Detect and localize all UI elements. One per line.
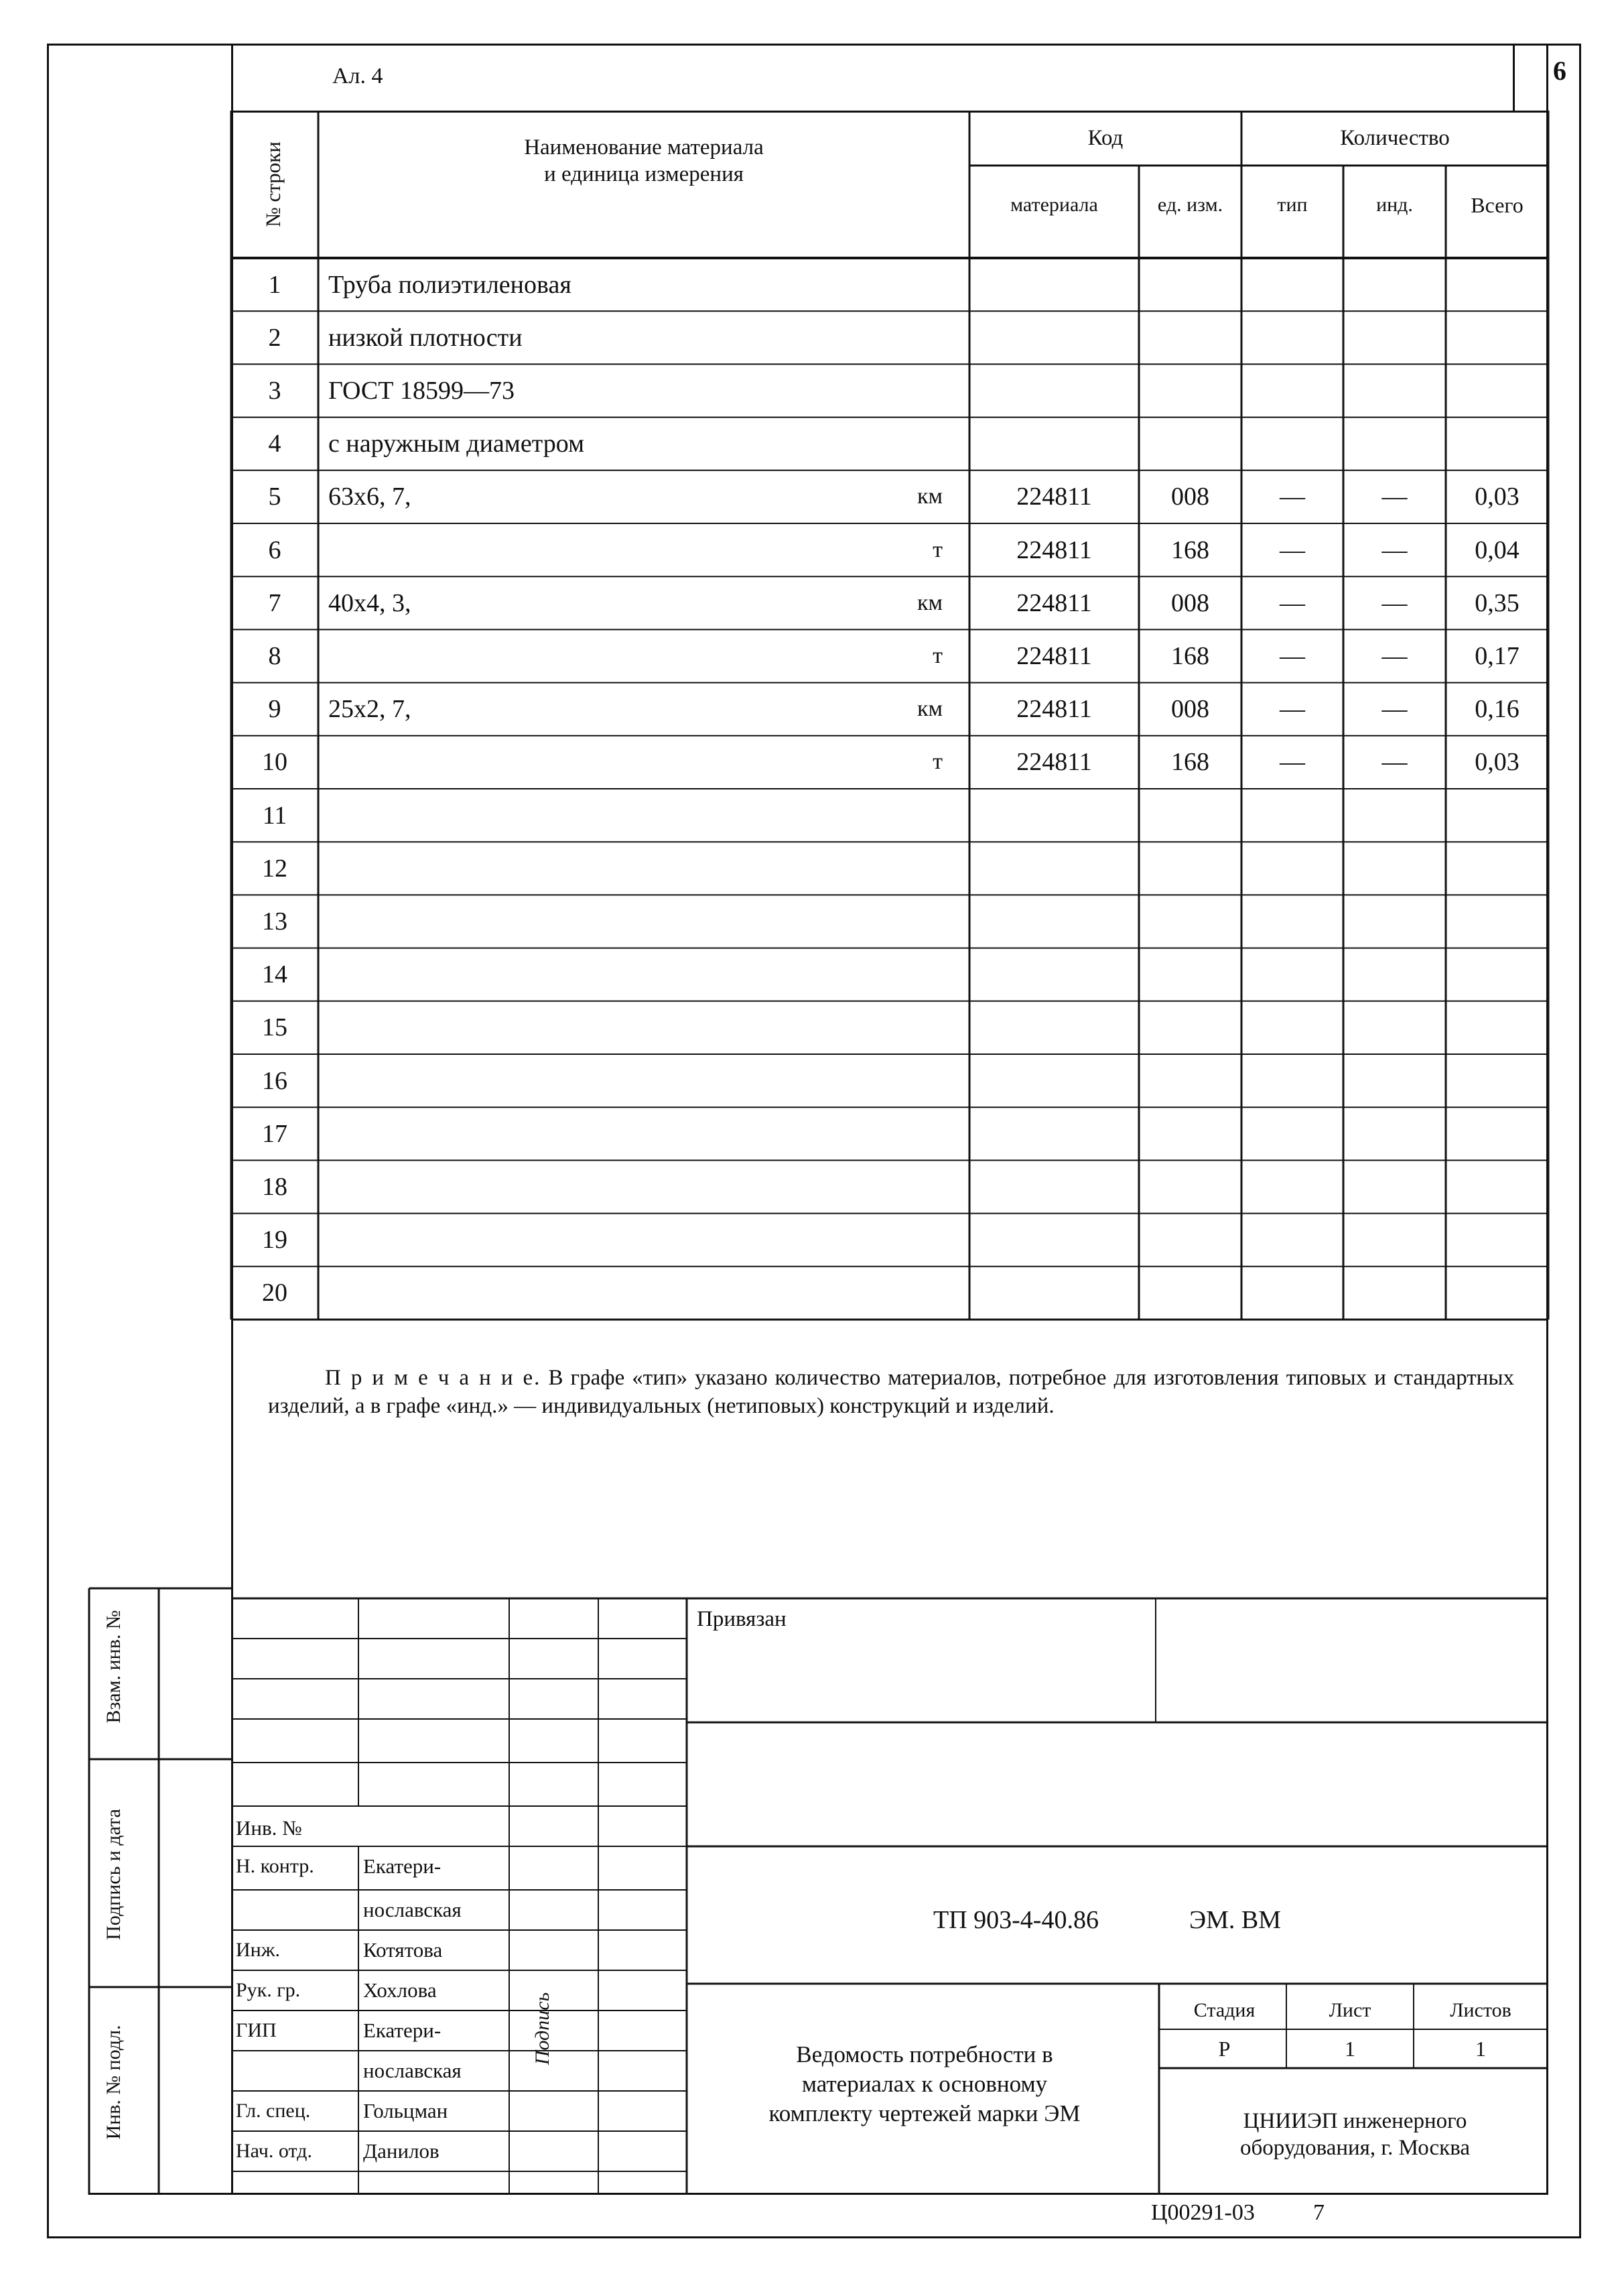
sheet-label: Лист: [1329, 1999, 1371, 2021]
row-qty-total: 0,17: [1475, 641, 1519, 670]
row-material-code: 224811: [1016, 641, 1092, 670]
row-qty-ind: —: [1381, 535, 1408, 564]
header-qty-total: Всего: [1471, 192, 1524, 217]
row-number: 15: [262, 1013, 287, 1042]
role-title: Нач. отд.: [236, 2140, 312, 2162]
row-qty-type: —: [1280, 695, 1305, 724]
note-block: [268, 1364, 1514, 1420]
row-number: 6: [268, 535, 281, 564]
row-material-code: 224811: [1016, 695, 1092, 724]
row-name: ГОСТ 18599—73: [328, 376, 515, 405]
row-qty-ind: —: [1381, 588, 1408, 617]
row-number: 7: [268, 588, 281, 617]
role-person: Екатери-: [363, 1854, 442, 1878]
role-person: Данилов: [363, 2139, 440, 2163]
row-number: 9: [268, 695, 281, 724]
row-qty-type: —: [1280, 748, 1305, 777]
role-person: нославская: [363, 1898, 462, 1921]
row-unit: км: [917, 484, 943, 509]
header-qty-ind: инд.: [1376, 194, 1413, 216]
row-name: Труба полиэтиленовая: [328, 270, 571, 299]
row-unit: км: [917, 696, 943, 722]
row-qty-total: 0,16: [1475, 695, 1519, 724]
row-qty-ind: —: [1381, 641, 1408, 670]
row-qty-ind: —: [1381, 483, 1408, 511]
row-material-code: 224811: [1016, 588, 1092, 617]
row-number: 4: [268, 430, 281, 458]
row-number: 12: [262, 854, 287, 883]
row-name: с наружным диаметром: [328, 430, 585, 458]
role-person: нославская: [363, 2059, 462, 2082]
role-person: Екатери-: [363, 2019, 442, 2042]
row-unit: т: [933, 749, 943, 775]
header-name: Наименование материала и единица измерения: [524, 135, 764, 186]
row-number: 3: [268, 376, 281, 405]
side-inv-podl-label: Инв. № подл.: [103, 2025, 125, 2140]
header-qty-group: Количество: [1340, 125, 1450, 150]
role-title: [236, 1890, 356, 1930]
row-unit-code: 168: [1171, 641, 1209, 670]
stage-label: Стадия: [1193, 1999, 1256, 2021]
row-qty-total: 0,04: [1475, 535, 1519, 564]
header-code-material: материала: [1010, 194, 1098, 216]
header-code-group: Код: [1087, 125, 1124, 150]
role-title: Инж.: [236, 1939, 280, 1961]
role-title: Н. контр.: [236, 1855, 314, 1877]
doc-title: Ведомость потребности в материалах к основному комплекту чертежей марки ЭМ: [768, 2041, 1081, 2126]
row-material-code: 224811: [1016, 535, 1092, 564]
row-unit-code: 008: [1171, 588, 1209, 617]
side-vzam-label: Взам. инв. №: [103, 1610, 125, 1724]
signature-column-label: Подпись: [531, 1992, 553, 2065]
row-number: 16: [262, 1066, 287, 1095]
row-material-code: 224811: [1016, 483, 1092, 511]
row-number: 10: [262, 748, 287, 777]
row-unit: км: [917, 590, 943, 615]
side-podpis-label: Подпись и дата: [103, 1809, 125, 1940]
sheets-value: 1: [1475, 2036, 1486, 2061]
header-row-no: № строки: [261, 141, 285, 227]
note-lead: П р и м е ч а н и е.: [325, 1366, 541, 1390]
sheet-value: 1: [1345, 2036, 1355, 2061]
row-qty-ind: —: [1381, 695, 1408, 724]
row-number: 1: [268, 270, 281, 299]
role-title: [236, 2051, 356, 2091]
role-title: ГИП: [236, 2019, 277, 2041]
note-text: В графе «тип» указано количество материалов, потребное для изготовления типовых и стандартных изделий, а в графе «инд.» — индивидуальных (нетиповых) конструкций и изделий.: [268, 1366, 1515, 1418]
row-number: 11: [262, 801, 287, 830]
row-qty-type: —: [1280, 483, 1305, 511]
row-number: 19: [262, 1226, 287, 1255]
inv-no-label: Инв. №: [236, 1816, 302, 1840]
row-number: 17: [262, 1119, 287, 1148]
row-name: 40х4, 3,: [328, 588, 411, 617]
album-label: Ал. 4: [332, 64, 383, 88]
row-qty-ind: —: [1381, 748, 1408, 777]
row-number: 20: [262, 1279, 287, 1308]
row-number: 14: [262, 960, 287, 989]
row-number: 5: [268, 483, 281, 511]
sheets-label: Листов: [1450, 1999, 1511, 2021]
footer-num: 7: [1313, 2200, 1325, 2225]
privyazan-label: Привязан: [697, 1607, 787, 1631]
role-title: Рук. гр.: [236, 1979, 301, 2001]
row-material-code: 224811: [1016, 748, 1092, 777]
role-person: Гольцман: [363, 2099, 448, 2122]
doc-mark: ЭМ. ВМ: [1189, 1906, 1282, 1934]
row-unit-code: 168: [1171, 535, 1209, 564]
row-name: 63х6, 7,: [328, 483, 411, 511]
row-unit-code: 168: [1171, 748, 1209, 777]
header-qty-type: тип: [1277, 194, 1308, 216]
row-qty-type: —: [1280, 641, 1305, 670]
row-qty-total: 0,03: [1475, 748, 1519, 777]
row-unit: т: [933, 537, 943, 562]
organization: ЦНИИЭП инженерного оборудования, г. Москва: [1240, 2109, 1470, 2160]
role-person: Хохлова: [363, 1978, 437, 2002]
row-number: 2: [268, 323, 281, 352]
row-unit-code: 008: [1171, 483, 1209, 511]
row-number: 13: [262, 907, 287, 936]
role-title: Гл. спец.: [236, 2100, 311, 2122]
row-qty-type: —: [1280, 588, 1305, 617]
stage-value: Р: [1218, 2036, 1231, 2061]
row-qty-total: 0,03: [1475, 483, 1519, 511]
row-name: низкой плотности: [328, 323, 523, 352]
row-unit: т: [933, 643, 943, 668]
row-number: 18: [262, 1172, 287, 1201]
header-code-unit: ед. изм.: [1157, 194, 1223, 216]
page-number: 6: [1553, 56, 1566, 86]
footer-code: Ц00291-03: [1151, 2200, 1255, 2225]
row-qty-total: 0,35: [1475, 588, 1519, 617]
row-number: 8: [268, 641, 281, 670]
doc-code: ТП 903-4-40.86: [933, 1906, 1099, 1934]
row-name: 25х2, 7,: [328, 695, 411, 724]
role-person: Котятова: [363, 1938, 443, 1962]
row-qty-type: —: [1280, 535, 1305, 564]
row-unit-code: 008: [1171, 695, 1209, 724]
